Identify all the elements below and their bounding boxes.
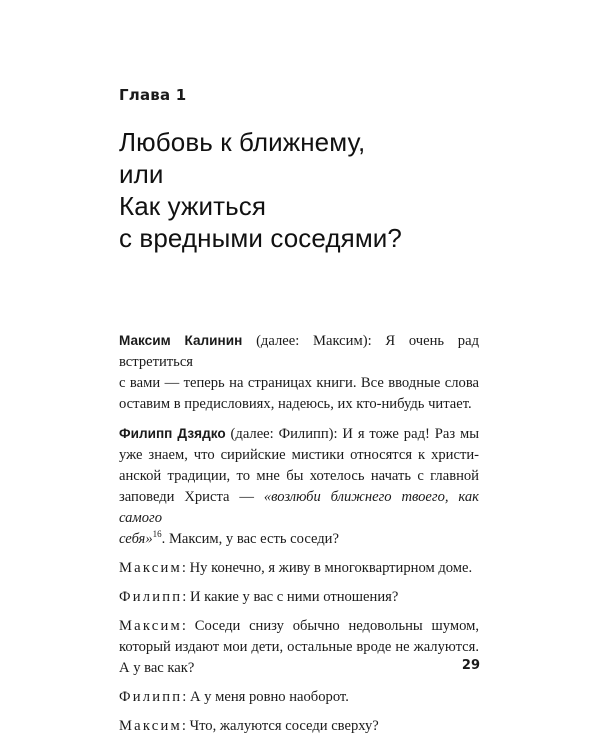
chapter-title-line: Любовь к ближнему, bbox=[119, 127, 366, 157]
speaker-name: Максим Калинин bbox=[119, 333, 243, 348]
text-line bbox=[119, 687, 479, 708]
paragraph-text: заповеди Христа — bbox=[119, 489, 264, 505]
dialogue-paragraph bbox=[119, 330, 479, 415]
dialogue-paragraph bbox=[119, 423, 479, 550]
text-line: который издают мои дети, остальные вроде не жалуются. bbox=[119, 639, 479, 655]
text-line bbox=[119, 716, 479, 737]
paragraph-text: . Максим, у вас есть соседи? bbox=[161, 531, 339, 547]
footnote-marker: 16 bbox=[152, 529, 162, 540]
chapter-title-line: или bbox=[119, 159, 164, 189]
dialogue-paragraph bbox=[119, 587, 479, 608]
text-line bbox=[119, 330, 479, 373]
dialogue-paragraph bbox=[119, 687, 479, 708]
speaker-name: Максим bbox=[119, 560, 182, 576]
text-line: с вами — теперь на страницах книги. Все вводные слова bbox=[119, 375, 479, 391]
text-line bbox=[119, 616, 479, 637]
text-line bbox=[119, 487, 479, 529]
text-line bbox=[119, 587, 479, 608]
paragraph-text: : А у меня ровно наоборот. bbox=[182, 689, 349, 705]
chapter-title-line: с вредными соседями? bbox=[119, 223, 402, 253]
speaker-name: Филипп bbox=[119, 689, 183, 705]
paragraph-text: (далее: Филипп): И я тоже рад! Раз мы bbox=[225, 426, 479, 442]
paragraph-text: : Соседи снизу обычно недовольны шумом, bbox=[181, 618, 479, 634]
dialogue-paragraph bbox=[119, 616, 479, 679]
speaker-name: Максим bbox=[119, 718, 182, 734]
scripture-quote: себя» bbox=[119, 531, 153, 547]
dialogue-paragraph bbox=[119, 558, 479, 579]
text-line bbox=[119, 423, 479, 445]
page-number: 29 bbox=[461, 658, 480, 673]
paragraph-text: : Ну конечно, я живу в многоквартирном доме. bbox=[181, 560, 473, 576]
speaker-name: Максим bbox=[119, 618, 182, 634]
paragraph-text: : Что, жалуются соседи сверху? bbox=[181, 718, 379, 734]
dialogue-body bbox=[119, 330, 479, 745]
text-line: анской традиции, то мне бы хотелось начать с главной bbox=[119, 468, 479, 484]
scripture-quote: «возлюби ближнего твоего, как самого bbox=[119, 489, 479, 526]
text-line: уже знаем, что сирийские мистики относятся к христи- bbox=[119, 447, 479, 463]
chapter-title bbox=[119, 126, 499, 254]
dialogue-paragraph bbox=[119, 716, 479, 737]
text-line bbox=[119, 529, 479, 550]
paragraph-text: (далее: Максим): Я очень рад встретиться bbox=[119, 333, 479, 370]
speaker-name: Филипп bbox=[119, 589, 183, 605]
chapter-title-line: Как ужиться bbox=[119, 191, 267, 221]
text-line: оставим в предисловиях, надеюсь, их кто-нибудь читает. bbox=[119, 396, 472, 412]
text-line: А у вас как? bbox=[119, 660, 195, 676]
speaker-name: Филипп Дзядко bbox=[119, 426, 226, 441]
chapter-label: Глава 1 bbox=[119, 86, 187, 104]
text-line bbox=[119, 558, 479, 579]
paragraph-text: : И какие у вас с ними отношения? bbox=[182, 589, 399, 605]
